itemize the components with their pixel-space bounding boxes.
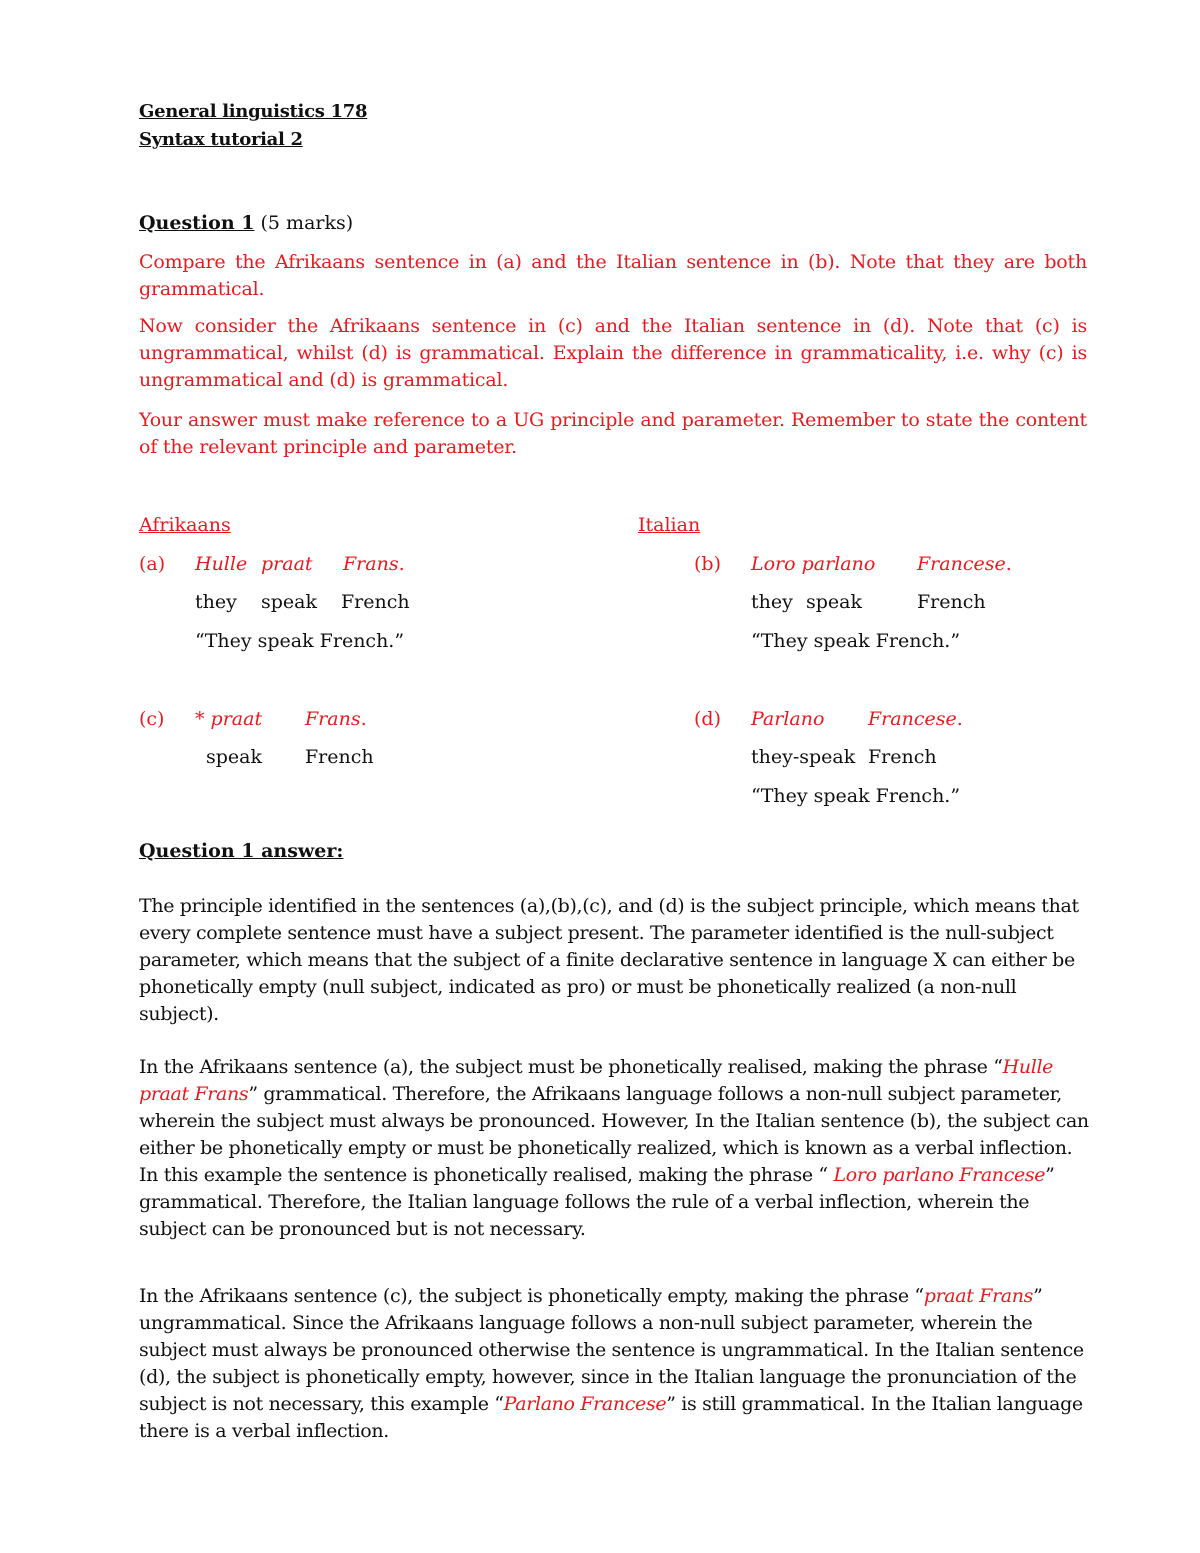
course-title: General linguistics 178 [139, 101, 368, 122]
example-d-translation: “They speak French.” [751, 785, 961, 807]
example-b-gloss-2: speak [806, 591, 862, 613]
example-c-word-2 [305, 706, 367, 732]
example-a-word-2: praat [261, 553, 313, 575]
answer-p2-quote-1: Hulle praat Frans [139, 1056, 1054, 1105]
example-d-label: (d) [694, 708, 721, 730]
example-d-gloss-2: French [868, 746, 937, 768]
answer-paragraph-1: The principle identified in the sentences (a),(b),(c), and (d) is the subject principle, which means that every complete sentence must have a subject present. The parameter identified is the null-subject parameter, which means that the subject of a finite declarative sentence in language X can either be phonetically empty (null subject, indicated as pro) or must be phonetically realized (a non-null subject). [139, 895, 1079, 1025]
answer-paragraph-3 [139, 1283, 1091, 1445]
example-a-word-3-text: Frans [343, 553, 399, 575]
example-b-gloss-3: French [917, 591, 986, 613]
example-c-gloss-2: French [305, 746, 374, 768]
question-paragraph-3: Your answer must make reference to a UG principle and parameter. Remember to state the content of the relevant principle and parameter. [139, 409, 1087, 458]
example-d-word-2 [868, 706, 963, 732]
answer-p2-part-2: ” grammatical. Therefore, the Afrikaans language follows a non-null subject parameter, wherein the subject must always be pronounced. However, In the Italian sentence (b), the subject can either be phonetically empty or must be phonetically realized, which is known as a verbal inflection. In this example the sentence is phonetically realised, making the phrase “ [139, 1083, 1089, 1186]
answer-p3-quote-2: Parlano Francese [503, 1393, 667, 1415]
answer-p3-part-3: ” is still grammatical. In the Italian language there is a verbal inflection. [139, 1393, 1083, 1442]
example-a-word-3 [343, 551, 405, 577]
example-b-word-2 [917, 551, 1012, 577]
example-c-gloss-1: speak [206, 746, 262, 768]
example-d-period: . [956, 708, 963, 730]
question-label: Question 1 [139, 212, 255, 234]
answer-heading: Question 1 answer: [139, 840, 344, 862]
answer-p2-part-1: In the Afrikaans sentence (a), the subject must be phonetically realised, making the phrase “ [139, 1056, 1003, 1078]
example-d-word-1: Parlano [751, 708, 825, 730]
example-a-period: . [398, 553, 405, 575]
example-a-word-1: Hulle [195, 553, 248, 575]
example-b-label: (b) [694, 553, 721, 575]
example-b-word-2-text: Francese [917, 553, 1006, 575]
example-a-translation: “They speak French.” [195, 630, 405, 652]
example-c-label: (c) [139, 708, 165, 730]
italian-heading: Italian [638, 514, 701, 536]
example-d-gloss-1: they-speak [751, 746, 856, 768]
example-b-gloss-1: they [751, 591, 793, 613]
answer-p3-part-2: ” ungrammatical. Since the Afrikaans language follows a non-null subject parameter, wherein the subject must always be pronounced otherwise the sentence is ungrammatical. In the Italian sentence (d), the subject is phonetically empty, however, since in the Italian language the pronunciation of the subject is not necessary, this example “ [139, 1285, 1084, 1415]
answer-p3-quote-1: praat Frans [923, 1285, 1034, 1307]
answer-p2-part-3: ” grammatical. Therefore, the Italian language follows the rule of a verbal inflection, wherein the subject can be pronounced but is not necessary. [139, 1164, 1055, 1240]
question-heading [139, 210, 353, 236]
answer-p2-quote-2: Loro parlano Francese [833, 1164, 1046, 1186]
example-b-period: . [1005, 553, 1012, 575]
tutorial-title: Syntax tutorial 2 [139, 129, 303, 150]
example-a-gloss-1: they [195, 591, 237, 613]
example-b-translation: “They speak French.” [751, 630, 961, 652]
example-b-word-1: Loro parlano [751, 553, 876, 575]
afrikaans-heading: Afrikaans [139, 514, 231, 536]
example-c-word-2-text: Frans [305, 708, 361, 730]
answer-p3-part-1: In the Afrikaans sentence (c), the subject is phonetically empty, making the phrase “ [139, 1285, 924, 1307]
example-c-word-1: * praat [195, 708, 263, 730]
question-paragraph-1: Compare the Afrikaans sentence in (a) and the Italian sentence in (b). Note that they are both grammatical. [139, 251, 1087, 300]
example-a-gloss-3: French [341, 591, 410, 613]
question-paragraph-2: Now consider the Afrikaans sentence in (c) and the Italian sentence in (d). Note that (c) is ungrammatical, whilst (d) is grammatical. Explain the difference in grammaticality, i.e. why (c) is ungrammatical and (d) is grammatical. [139, 315, 1087, 391]
answer-paragraph-2 [139, 1054, 1091, 1243]
example-a-gloss-2: speak [261, 591, 317, 613]
example-d-word-2-text: Francese [868, 708, 957, 730]
example-a-label: (a) [139, 553, 166, 575]
document-header [139, 98, 367, 154]
example-c-period: . [360, 708, 367, 730]
question-marks: (5 marks) [254, 212, 354, 234]
